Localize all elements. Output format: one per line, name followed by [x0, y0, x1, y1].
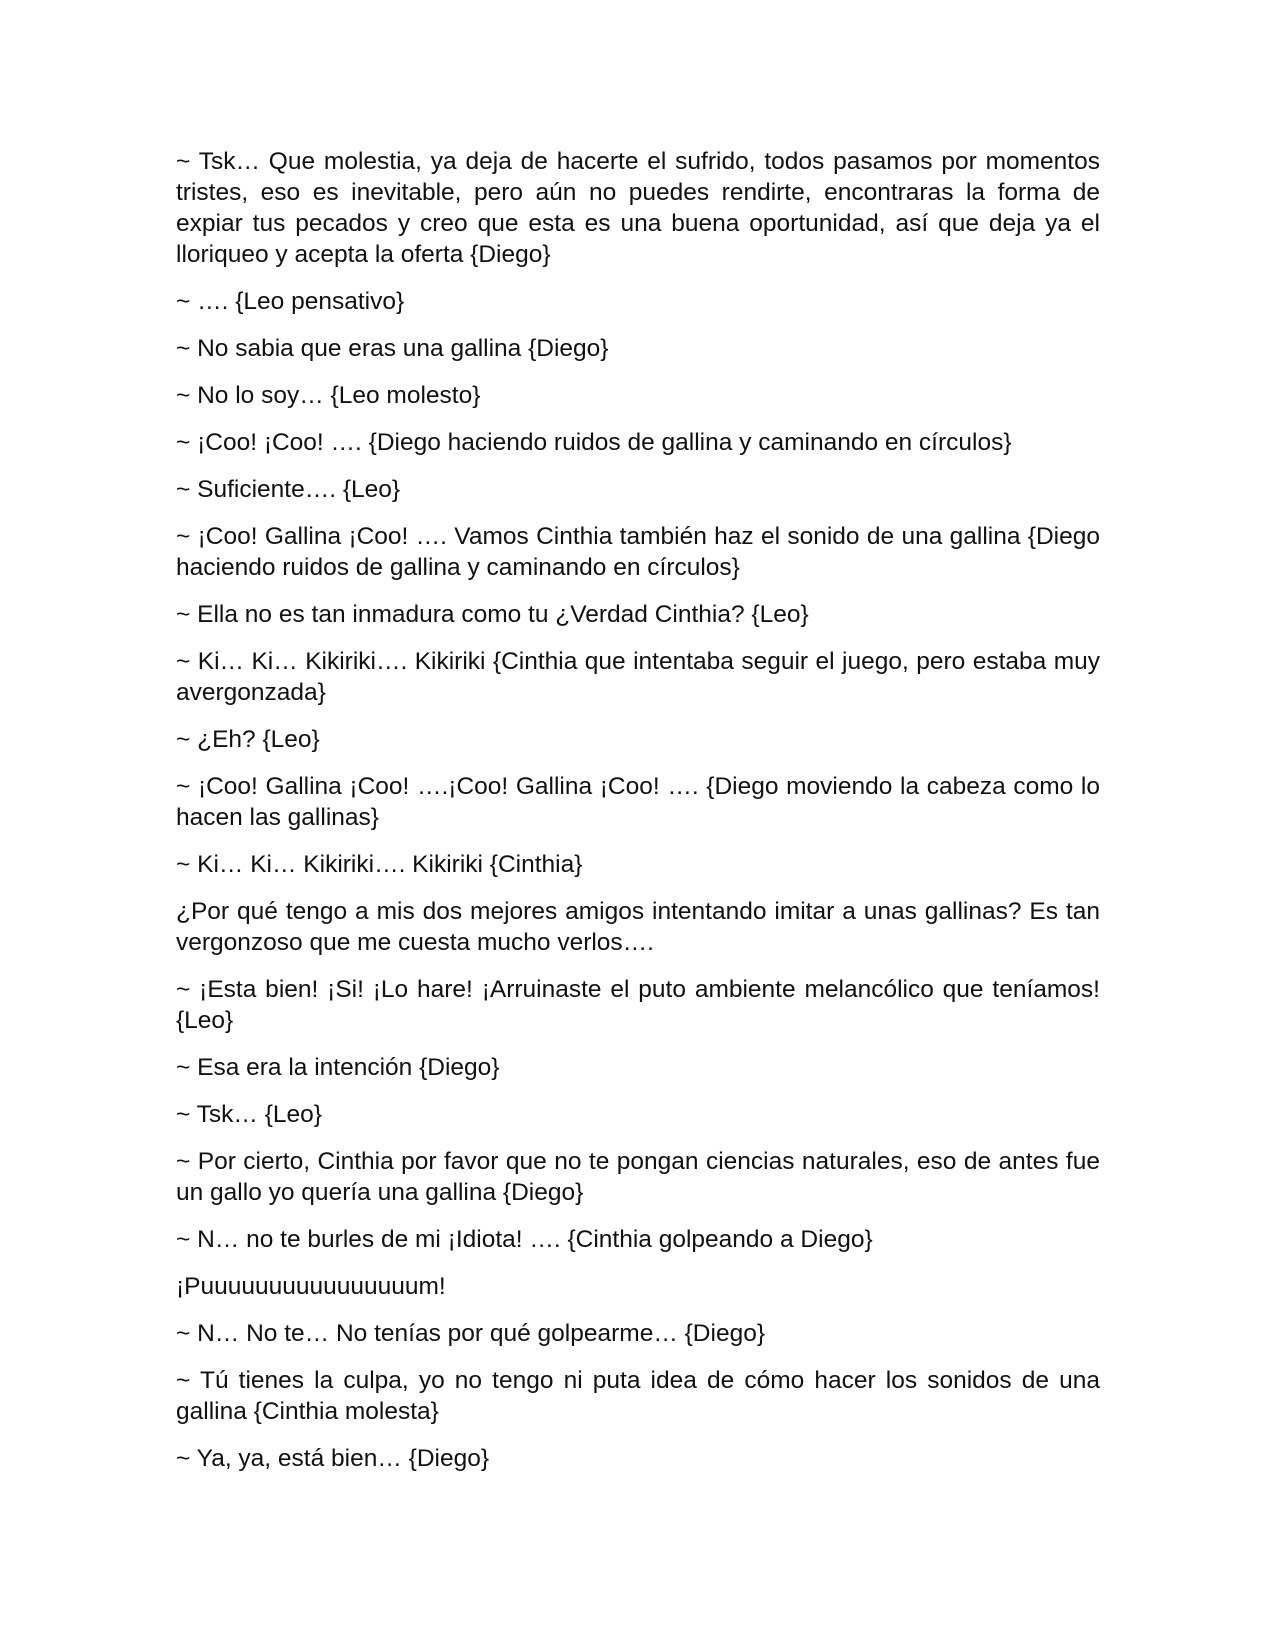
- paragraph: ~ …. {Leo pensativo}: [176, 288, 405, 315]
- document-page: [176, 146, 1100, 1490]
- paragraph: ~ Suficiente…. {Leo}: [176, 476, 401, 503]
- paragraph: ~ Ya, ya, está bien… {Diego}: [176, 1445, 490, 1472]
- paragraph: ~ Ki… Ki… Kikiriki…. Kikiriki {Cinthia que intentaba seguir el juego, pero estaba muy avergonzada}: [176, 648, 1100, 706]
- paragraph: ¿Por qué tengo a mis dos mejores amigos intentando imitar a unas gallinas? Es tan vergonzoso que me cuesta mucho verlos….: [176, 898, 1100, 956]
- paragraph: ~ Ella no es tan inmadura como tu ¿Verdad Cinthia? {Leo}: [176, 601, 809, 628]
- paragraph: ~ N… no te burles de mi ¡Idiota! …. {Cinthia golpeando a Diego}: [176, 1226, 873, 1253]
- paragraph: ~ ¡Coo! Gallina ¡Coo! ….¡Coo! Gallina ¡Coo! …. {Diego moviendo la cabeza como lo hacen las gallinas}: [176, 773, 1100, 831]
- paragraph: ~ Tú tienes la culpa, yo no tengo ni puta idea de cómo hacer los sonidos de una gallina {Cinthia molesta}: [176, 1367, 1100, 1425]
- paragraph: ~ Tsk… Que molestia, ya deja de hacerte el sufrido, todos pasamos por momentos tristes, eso es inevitable, pero aún no puedes rendirte, encontraras la forma de expiar tus pecados y creo que esta es una buena oportunidad, así que deja ya el lloriqueo y acepta la oferta {Diego}: [176, 148, 1100, 268]
- paragraph: ¡Puuuuuuuuuuuuuuuum!: [176, 1273, 446, 1300]
- paragraph: ~ N… No te… No tenías por qué golpearme… {Diego}: [176, 1320, 766, 1347]
- paragraph: ~ No lo soy… {Leo molesto}: [176, 382, 481, 409]
- paragraph: ~ Ki… Ki… Kikiriki…. Kikiriki {Cinthia}: [176, 851, 583, 878]
- paragraph: ~ ¡Esta bien! ¡Si! ¡Lo hare! ¡Arruinaste el puto ambiente melancólico que teníamos! {Leo}: [176, 976, 1100, 1034]
- paragraph: ~ ¿Eh? {Leo}: [176, 726, 320, 753]
- paragraph: ~ ¡Coo! Gallina ¡Coo! …. Vamos Cinthia también haz el sonido de una gallina {Diego haciendo ruidos de gallina y caminando en círculos}: [176, 523, 1100, 581]
- paragraph: ~ No sabia que eras una gallina {Diego}: [176, 335, 609, 362]
- paragraph: ~ Tsk… {Leo}: [176, 1101, 322, 1128]
- paragraph: ~ ¡Coo! ¡Coo! …. {Diego haciendo ruidos de gallina y caminando en círculos}: [176, 429, 1012, 456]
- paragraph: ~ Esa era la intención {Diego}: [176, 1054, 500, 1081]
- paragraph: ~ Por cierto, Cinthia por favor que no te pongan ciencias naturales, eso de antes fue un gallo yo quería una gallina {Diego}: [176, 1148, 1100, 1206]
